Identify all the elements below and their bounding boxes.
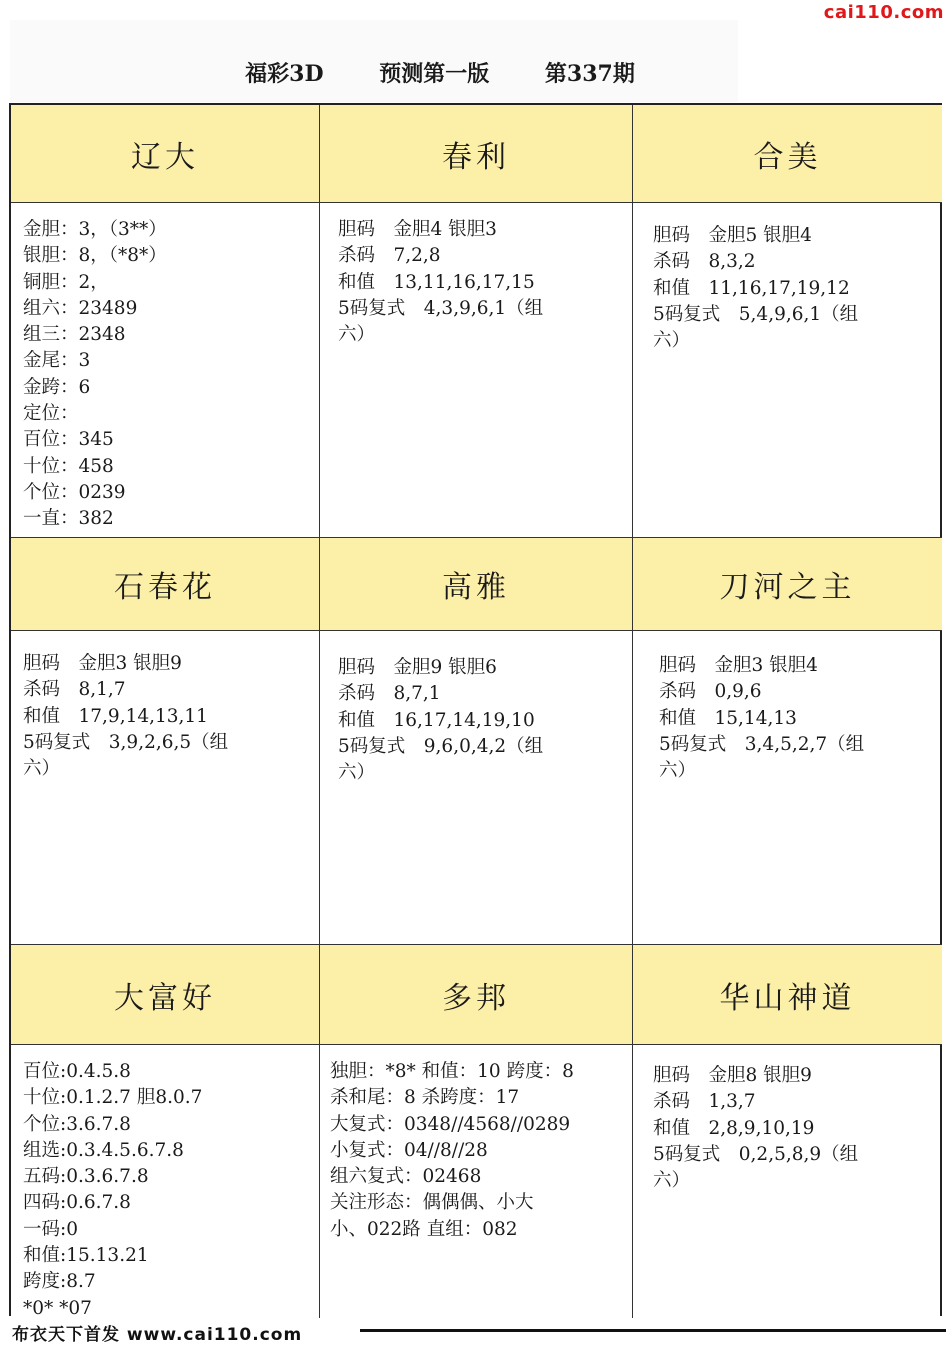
panel-body-7 [320,1045,633,1318]
panel-line: 胆码 金胆9 银胆6 [338,657,497,678]
panel-line: 杀码 8,3,2 [653,251,756,273]
panel-line: 5码复式 9,6,0,4,2（组 [338,735,544,757]
panel-line: 定位： [23,403,79,425]
panel-line: 组六：23489 [23,297,138,319]
prediction-grid [9,103,942,1319]
panel-line: 大复式：0348//4568//0289 [330,1113,571,1135]
title-edition: 预测第一版 [379,61,490,87]
panel-line: 组三：2348 [23,324,126,346]
panel-body-2 [633,203,942,538]
panel-line: 十位：458 [23,455,114,477]
panel-body-6 [11,1045,320,1318]
panel-line: 百位：345 [23,429,114,451]
panel-body-8 [633,1045,942,1318]
panel-line: 一码:0 [23,1218,79,1240]
panel-line: 胆码 金胆8 银胆9 [653,1065,812,1086]
panel-line: 十位:0.1.2.7 胆8.0.7 [23,1087,203,1109]
panel-line: 和值 11,16,17,19,12 [653,277,850,299]
title-issue: 第337期 [544,61,635,87]
panel-line: 杀码 7,2,8 [338,245,441,267]
panel-line: 四码:0.6.7.8 [23,1192,131,1214]
panel-header-8: 华山神道 [633,945,942,1045]
page-title [0,57,880,88]
panel-line: 和值 16,17,14,19,10 [338,709,535,731]
panel-line: 和值 15,14,13 [659,707,797,729]
panel-header-3: 石春花 [11,538,320,631]
panel-line: 金跨：6 [23,376,91,398]
panel-line: 六） [653,1170,691,1192]
panel-header-0: 辽大 [11,105,320,203]
panel-line: 杀码 1,3,7 [653,1091,756,1113]
panel-line: 六） [338,324,376,346]
panel-line: 小复式：04//8//28 [330,1139,488,1161]
panel-line: 胆码 金胆5 银胆4 [653,225,812,246]
footer-watermark: 布衣天下首发 www.cai110.com [12,1325,303,1345]
panel-header-7: 多邦 [320,945,633,1045]
panel-line: 5码复式 4,3,9,6,1（组 [338,297,544,319]
panel-line: 杀和尾：8 杀跨度：17 [330,1087,520,1109]
panel-line: 胆码 金胆4 银胆3 [338,219,497,240]
panel-header-2: 合美 [633,105,942,203]
panel-line: 5码复式 3,4,5,2,7（组 [659,733,865,755]
site-logo: cai110.com [823,2,944,23]
panel-line: 小、022路 直组：082 [330,1218,518,1240]
panel-line: 六） [23,758,61,780]
panel-line: 5码复式 5,4,9,6,1（组 [653,303,859,325]
panel-line: 组六复式：02468 [330,1166,482,1188]
panel-line: 5码复式 0,2,5,8,9（组 [653,1143,859,1165]
panel-line: 和值 17,9,14,13,11 [23,705,208,727]
panel-header-4: 高雅 [320,538,633,631]
panel-line: 六） [659,760,697,782]
panel-line: 5码复式 3,9,2,6,5（组 [23,731,229,753]
panel-line: 跨度:8.7 [23,1271,96,1293]
panel-header-6: 大富好 [11,945,320,1045]
panel-line: 铜胆：2， [23,271,109,293]
panel-body-3 [11,631,320,945]
panel-line: 百位:0.4.5.8 [23,1061,131,1082]
panel-line: 组选:0.3.4.5.6.7.8 [23,1139,184,1161]
panel-header-1: 春利 [320,105,633,203]
panel-line: 和值:15.13.21 [23,1245,149,1267]
panel-line: 个位:3.6.7.8 [23,1113,131,1135]
panel-line: 银胆：8，（*8*） [23,245,167,267]
panel-line: 六） [338,762,376,784]
panel-line: 金尾：3 [23,350,91,372]
panel-body-5 [633,631,942,945]
panel-line: 独胆：*8* 和值：10 跨度：8 [330,1061,574,1082]
panel-line: 六） [653,330,691,352]
footer-rule [360,1329,946,1332]
panel-line: 胆码 金胆3 银胆9 [23,653,182,674]
panel-line: 个位：0239 [23,481,126,503]
panel-line: *0* *07 [23,1297,92,1319]
panel-header-5: 刀河之主 [633,538,942,631]
panel-line: 和值 2,8,9,10,19 [653,1117,815,1139]
panel-line: 胆码 金胆3 银胆4 [659,655,818,676]
panel-line: 五码:0.3.6.7.8 [23,1166,149,1188]
panel-line: 杀码 8,1,7 [23,679,126,701]
panel-line: 一直：382 [23,508,114,530]
panel-line: 杀码 8,7,1 [338,683,441,705]
panel-body-1 [320,203,633,538]
panel-body-0 [11,203,320,538]
panel-line: 和值 13,11,16,17,15 [338,271,535,293]
title-lottery: 福彩3D [245,61,324,87]
panel-line: 关注形态：偶偶偶、小大 [330,1192,534,1214]
panel-line: 金胆：3，（3**） [23,219,167,240]
panel-line: 杀码 0,9,6 [659,681,762,703]
panel-body-4 [320,631,633,945]
